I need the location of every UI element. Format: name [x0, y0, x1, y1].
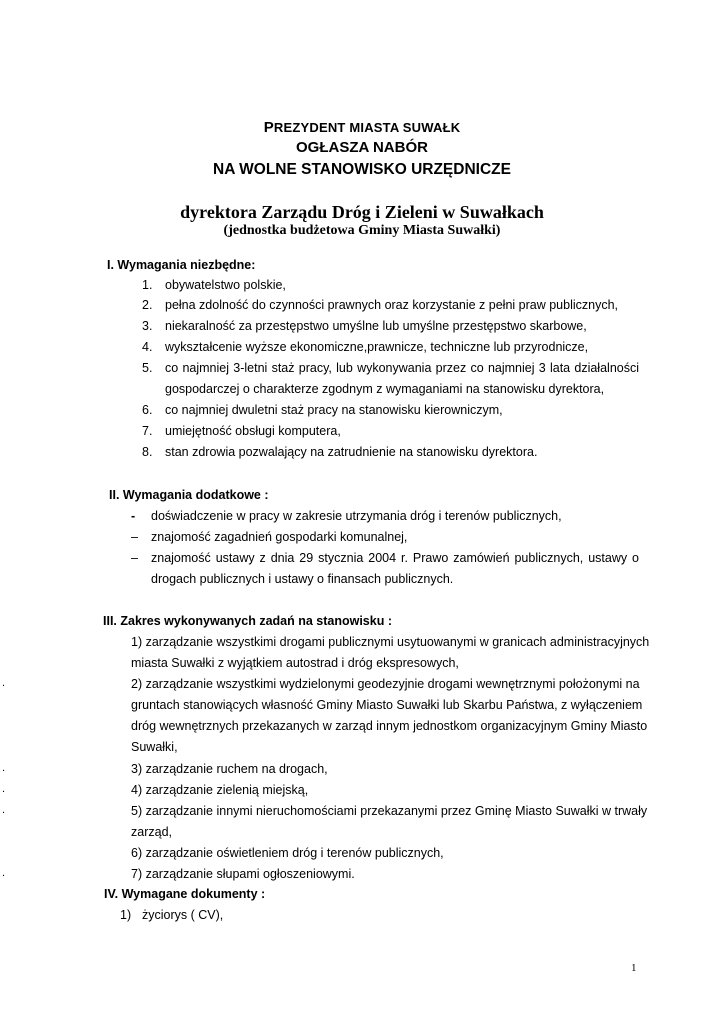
margin-dot: . [2, 677, 6, 689]
position-title: dyrektora Zarządu Dróg i Zieleni w Suwałkach [180, 202, 544, 222]
list-item-text: co najmniej dwuletni staż pracy na stanowisku kierowniczym, [165, 403, 503, 417]
list-item-number: 5. [142, 361, 153, 375]
list-item-text: niekaralność za przestępstwo umyślne lub umyślne przestępstwo skarbowe, [165, 319, 587, 333]
list-item-number: 1. [142, 278, 153, 292]
margin-dot: . [2, 804, 6, 816]
header-line-3: NA WOLNE STANOWISKO URZĘDNICZE [213, 161, 511, 178]
list-item-number: 4. [142, 340, 153, 354]
list-item-number: 2. [142, 298, 153, 312]
task-line: zarząd, [131, 825, 172, 839]
list-item-number: 3. [142, 319, 153, 333]
header-line-1-rest: REZYDENT MIASTA SUWAŁK [273, 120, 461, 135]
list-item-number: 8. [142, 445, 153, 459]
task-line: 1) zarządzanie wszystkimi drogami publicznymi usytuowanymi w granicach administracyjnych [131, 635, 650, 649]
task-line: 2) zarządzanie wszystkimi wydzielonymi geodezyjnie drogami wewnętrznymi położonymi na [131, 677, 640, 691]
task-line: 3) zarządzanie ruchem na drogach, [131, 762, 328, 776]
section-1-heading: I. Wymagania niezbędne: [107, 258, 256, 272]
list-item-text: pełna zdolność do czynności prawnych oraz korzystanie z pełni praw publicznych, [165, 298, 619, 312]
task-line: 6) zarządzanie oświetleniem dróg i terenów publicznych, [131, 846, 444, 860]
margin-dot: . [2, 867, 6, 879]
task-line: dróg wewnętrznych przekazanych w zarząd innym jednostkom organizacyjnym Gminy Miasto [131, 719, 648, 733]
list-item-number: 1) [120, 908, 132, 922]
list-item-text: doświadczenie w pracy w zakresie utrzymania dróg i terenów publicznych, [151, 509, 562, 523]
header-line-1 [0, 119, 724, 136]
task-line: gruntach stanowiących własność Gminy Miasto Suwałki lub Skarbu Państwa, z wyłączeniem [131, 698, 643, 712]
unit-subtitle: (jednostka budżetowa Gminy Miasta Suwałki) [223, 223, 501, 238]
header-line-2: OGŁASZA NABÓR [296, 139, 428, 156]
list-item-text: znajomość zagadnień gospodarki komunalnej, [151, 530, 408, 544]
bullet-dash: – [131, 530, 138, 544]
list-item-number: 7. [142, 424, 153, 438]
task-line: 4) zarządzanie zielenią miejską, [131, 783, 309, 797]
task-line: 5) zarządzanie innymi nieruchomościami przekazanymi przez Gminę Miasto Suwałki w trwały [131, 804, 648, 818]
bullet-dash: – [131, 551, 138, 565]
section-2-heading: II. Wymagania dodatkowe : [109, 488, 269, 502]
list-item-text-continued: gospodarczej o charakterze zgodnym z wymaganiami na stanowisku dyrektora, [165, 382, 605, 396]
list-item-text: wykształcenie wyższe ekonomiczne,prawnicze, techniczne lub przyrodnicze, [165, 340, 589, 354]
margin-dot: . [2, 783, 6, 795]
task-line: miasta Suwałki z wyjątkiem autostrad i dróg ekspresowych, [131, 656, 459, 670]
task-line: Suwałki, [131, 740, 178, 754]
page-number: 1 [631, 962, 637, 974]
section-4-heading: IV. Wymagane dokumenty : [104, 887, 266, 901]
header-line-1-cap: P [263, 119, 274, 136]
list-item-text: co najmniej 3-letni staż pracy, lub wykonywania przez co najmniej 3 lata działalności [165, 361, 639, 375]
list-item-number: 6. [142, 403, 153, 417]
list-item-text: znajomość ustawy z dnia 29 stycznia 2004 r. Prawo zamówień publicznych, ustawy o [151, 551, 639, 565]
list-item-text: umiejętność obsługi komputera, [165, 424, 341, 438]
list-item-text-continued: drogach publicznych i ustawy o finansach publicznych. [151, 572, 454, 586]
list-item-text: obywatelstwo polskie, [165, 278, 286, 292]
bullet-dash: - [131, 509, 136, 523]
task-line: 7) zarządzanie słupami ogłoszeniowymi. [131, 867, 355, 881]
margin-dot: . [2, 762, 6, 774]
section-3-heading: III. Zakres wykonywanych zadań na stanowisku : [103, 614, 392, 628]
list-item-text: stan zdrowia pozwalający na zatrudnienie na stanowisku dyrektora. [165, 445, 538, 459]
list-item-text: życiorys ( CV), [142, 908, 224, 922]
